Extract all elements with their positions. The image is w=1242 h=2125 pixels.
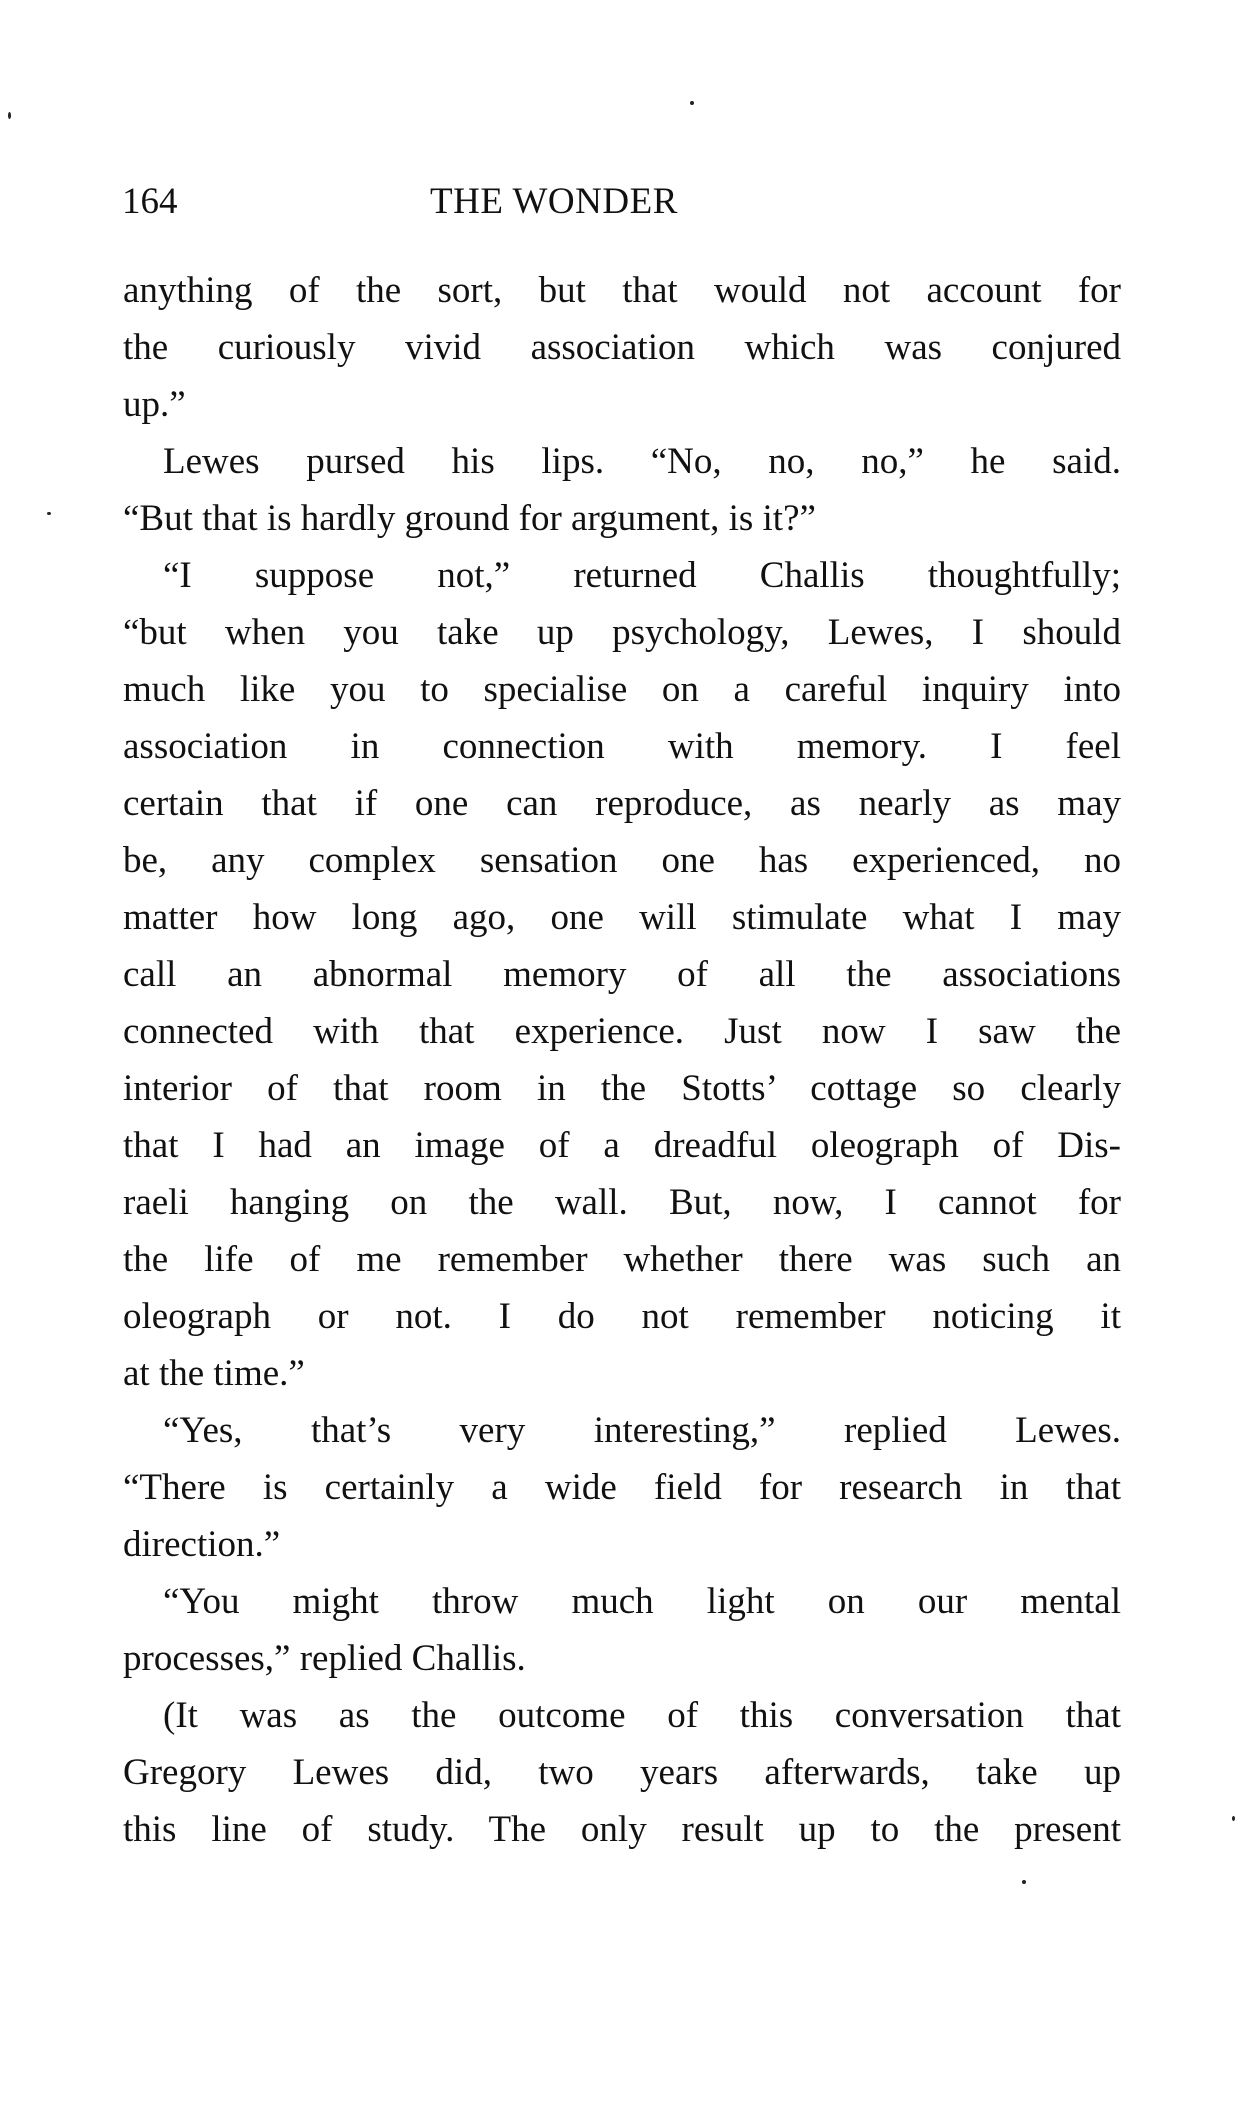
text-line: “There is certainly a wide field for research in that xyxy=(123,1467,1121,1508)
text-line: much like you to specialise on a careful inquiry into xyxy=(123,669,1121,710)
text-line: connected with that experience. Just now I saw the xyxy=(123,1011,1121,1052)
text-line: anything of the sort, but that would not account for xyxy=(123,270,1121,311)
paragraph xyxy=(123,1573,1121,1687)
text-line: certain that if one can reproduce, as nearly as may xyxy=(123,783,1121,824)
scan-speck xyxy=(47,512,51,515)
paragraph xyxy=(123,433,1121,547)
text-line: “Yes, that’s very interesting,” replied Lewes. xyxy=(163,1410,1121,1451)
text-line: up.” xyxy=(123,384,186,425)
text-line: at the time.” xyxy=(123,1353,305,1394)
text-line: Lewes pursed his lips. “No, no, no,” he said. xyxy=(163,441,1121,482)
text-line: (It was as the outcome of this conversation that xyxy=(163,1695,1121,1736)
page-number: 164 xyxy=(122,181,178,222)
paragraph xyxy=(123,262,1121,433)
text-line: be, any complex sensation one has experienced, no xyxy=(123,840,1121,881)
text-line: “I suppose not,” returned Challis thoughtfully; xyxy=(163,555,1121,596)
text-line: processes,” replied Challis. xyxy=(123,1638,526,1679)
text-line: Gregory Lewes did, two years afterwards, take up xyxy=(123,1752,1121,1793)
scan-speck xyxy=(1232,1816,1235,1821)
paragraph xyxy=(123,1687,1121,1858)
paragraph xyxy=(123,1402,1121,1573)
text-line: “but when you take up psychology, Lewes, I should xyxy=(123,612,1121,653)
scan-speck xyxy=(690,101,694,105)
text-line: “You might throw much light on our mental xyxy=(163,1581,1121,1622)
text-line: call an abnormal memory of all the associations xyxy=(123,954,1121,995)
text-line: the curiously vivid association which was conjured xyxy=(123,327,1121,368)
text-line: direction.” xyxy=(123,1524,281,1565)
running-head-title: THE WONDER xyxy=(430,181,678,222)
text-line: the life of me remember whether there was such an xyxy=(123,1239,1121,1280)
text-line: that I had an image of a dreadful oleograph of Dis- xyxy=(123,1125,1121,1166)
text-line: matter how long ago, one will stimulate what I may xyxy=(123,897,1121,938)
text-line: oleograph or not. I do not remember noticing it xyxy=(123,1296,1121,1337)
text-line: interior of that room in the Stotts’ cottage so clearly xyxy=(123,1068,1121,1109)
text-line: this line of study. The only result up to the present xyxy=(123,1809,1121,1850)
paragraph xyxy=(123,547,1121,1402)
scan-speck xyxy=(1022,1880,1026,1884)
text-line: association in connection with memory. I feel xyxy=(123,726,1121,767)
body-text xyxy=(123,262,1121,1858)
text-line: “But that is hardly ground for argument, is it?” xyxy=(123,498,816,539)
text-line: raeli hanging on the wall. But, now, I cannot for xyxy=(123,1182,1121,1223)
scan-speck xyxy=(8,112,11,119)
